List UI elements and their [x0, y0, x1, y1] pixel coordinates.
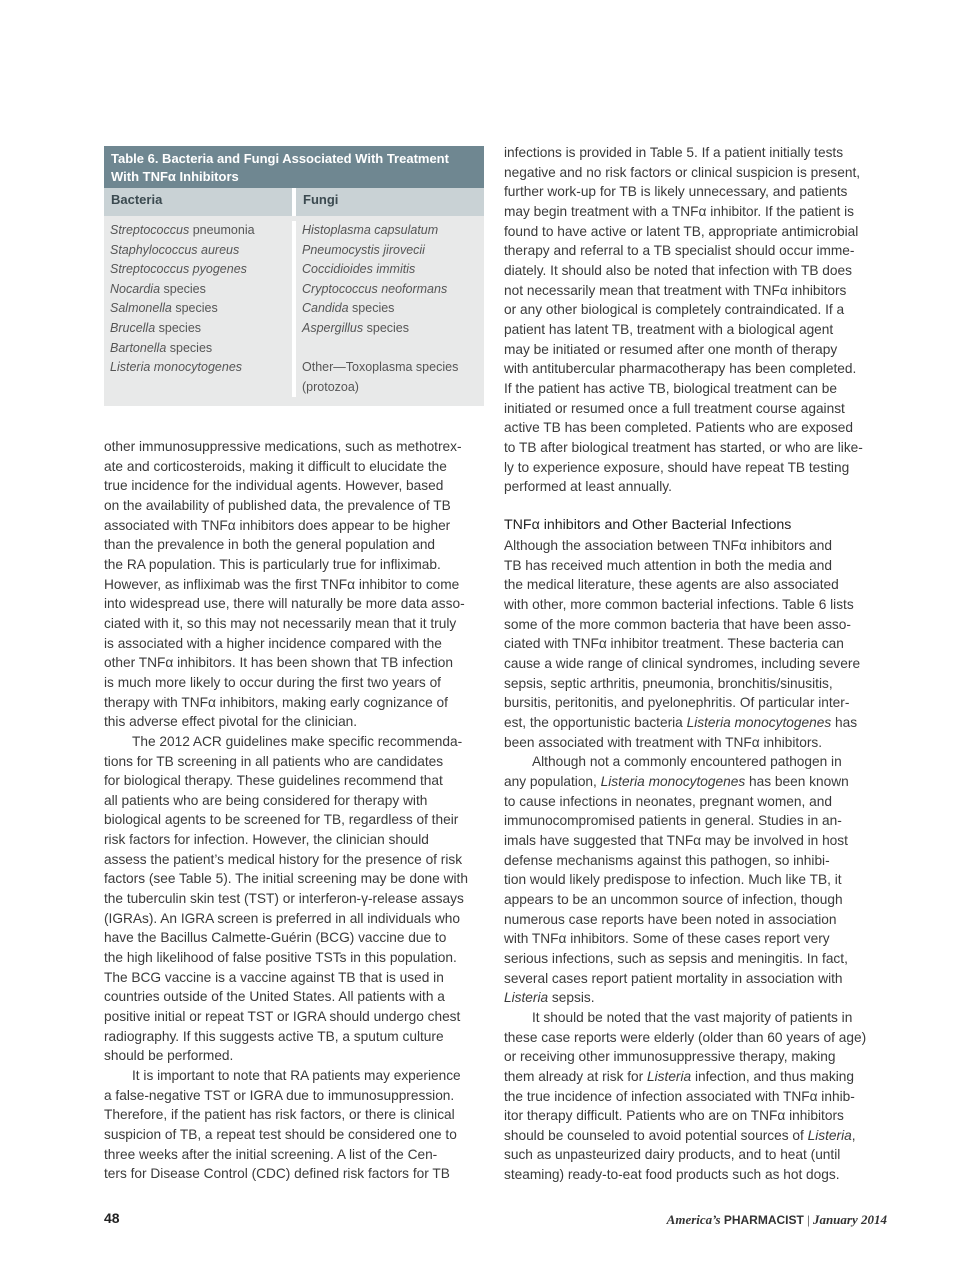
text-line: ate and corticosteroids, making it difficult to elucidate the — [104, 458, 447, 474]
text-line: It should be noted that the vast majority of patients in — [532, 1009, 853, 1025]
text-line: ly to experience exposure, should have repeat TB testing — [504, 459, 850, 475]
table-header-row — [104, 188, 484, 216]
text-line: all patients who are being considered for therapy with — [104, 792, 428, 808]
text-line: several cases report patient mortality in association with — [504, 970, 843, 986]
text-line: other TNFα inhibitors. It has been shown that TB infection — [104, 655, 454, 671]
fungi-row — [302, 221, 484, 241]
bacteria-row-italic: Brucella — [110, 320, 156, 335]
text-line: found to have active or latent TB, appropriate antimicrobial — [504, 223, 859, 239]
text-line: Although not a commonly encountered pathogen in — [532, 754, 842, 770]
bacteria-row — [110, 241, 292, 261]
fungi-row-italic: Histoplasma capsulatum — [302, 223, 439, 237]
fungi-row-italic: Aspergillus — [302, 320, 364, 335]
bacteria-header: Bacteria — [104, 188, 296, 216]
text-line: steaming) ready-to-eat food products such as hot dogs. — [504, 1167, 840, 1183]
text-line: the tuberculin skin test (TST) or interferon-γ-release assays — [104, 891, 464, 907]
text-line: to TB after biological treatment has started, or who are like- — [504, 439, 863, 455]
text-line: further work-up for TB is likely unnecessary, and patients — [504, 184, 848, 200]
fungi-row-italic: Candida — [302, 301, 349, 316]
fungi-column — [296, 221, 484, 397]
text-line: It is important to note that RA patients may experience — [132, 1068, 461, 1083]
text-line: patient has latent TB, treatment with a biological agent — [504, 321, 834, 337]
text-line: itor therapy difficult. Patients who are on TNFα inhibitors — [504, 1108, 844, 1124]
fungi-row-italic: Pneumocystis jirovecii — [302, 242, 425, 257]
text-line: other immunosuppressive medications, such as methotrex- — [104, 439, 462, 454]
bacteria-row-italic: Nocardia — [110, 281, 161, 296]
text-line: infections is provided in Table 5. If a patient initially tests — [504, 145, 844, 160]
text-line: initiated or resumed once a full treatment course against — [504, 400, 845, 416]
bacteria-row: Nocardia species — [110, 281, 206, 296]
magazine-name: America’s — [666, 1212, 721, 1227]
text-line: radiography. If this suggests active TB, a sputum culture — [104, 1028, 444, 1044]
bacteria-row-italic: Salmonella — [110, 301, 172, 316]
text-line: associated with TNFα inhibitors does appear to be higher — [104, 517, 451, 533]
text-line: The 2012 ACR guidelines make specific recommenda- — [132, 733, 463, 749]
text-line: with other, more common bacterial infections. Table 6 lists — [504, 597, 854, 613]
italic-species: Listeria — [807, 1127, 852, 1143]
fungi-row — [302, 280, 484, 300]
text-line: bursitis, peritonitis, and pyelonephritis. Of particular inter- — [504, 695, 850, 711]
text-line: may begin treatment with a TNFα inhibitor. If the patient is — [504, 203, 855, 219]
text-line: If the patient has active TB, biological treatment can be — [504, 380, 838, 396]
text-line: therapy and referral to a TB specialist should occur imme- — [504, 243, 855, 259]
text-line: is associated with a higher incidence compared with the — [104, 635, 442, 651]
text-line: assess the patient’s medical history for the presence of risk — [104, 851, 463, 867]
text-line: imals have suggested that TNFα may be involved in host — [504, 832, 848, 848]
text-line: tions for TB screening in all patients who are candidates — [104, 753, 444, 769]
text-line: Although the association between TNFα inhibitors and — [504, 538, 832, 554]
italic-species: Listeria — [647, 1068, 692, 1084]
bacteria-row — [110, 260, 292, 280]
text-line: defense mechanisms against this pathogen, so inhibi- — [504, 852, 830, 868]
text-line: Therefore, if the patient has risk factors, or there is clinical — [104, 1107, 455, 1123]
text-line: true incidence for the individual agents. However, based — [104, 478, 444, 494]
section-heading: TNFα inhibitors and Other Bacterial Infections — [504, 517, 792, 534]
text-line: appears to be an uncommon source of infection, though — [504, 891, 843, 907]
text-line: the RA population. This is particularly true for infliximab. — [104, 556, 441, 572]
other-row-2: (protozoa) — [302, 379, 359, 394]
bacteria-row-italic: Listeria monocytogenes — [110, 360, 243, 375]
text-line: (IGRAs). An IGRA screen is preferred in all individuals who — [104, 910, 461, 926]
text-line: into widespread use, there will naturally be more data asso- — [104, 596, 465, 612]
text-line: suspicion of TB, a repeat test should be considered one to — [104, 1126, 457, 1142]
text-line: immunocompromised patients in general. Studies in an- — [504, 813, 842, 829]
right-text-column — [504, 143, 889, 1185]
text-line: the medical literature, these agents are also associated — [504, 577, 839, 593]
fungi-row-italic: Cryptococcus neoformans — [302, 281, 448, 296]
text-line: some of the more common bacteria that have been asso- — [504, 616, 851, 632]
text-line: such as unpasteurized dairy products, and to heat (until — [504, 1147, 841, 1163]
text-line: them already at risk for Listeria infection, and thus making — [504, 1068, 854, 1084]
text-line: therapy with TNFα inhibitors, making early cognizance of — [104, 694, 448, 710]
text-line: ciated with TNFα inhibitor treatment. These bacteria can — [504, 636, 844, 652]
text-line: countries outside of the United States. All patients with a — [104, 989, 445, 1005]
text-line: with antitubercular pharmacotherapy has been completed. — [504, 361, 857, 377]
text-line: not necessarily mean that treatment with TNFα inhibitors — [504, 282, 847, 298]
running-footer — [667, 1212, 887, 1228]
bacteria-row-italic: Streptococcus pyogenes — [110, 262, 247, 277]
text-line: performed at least annually. — [504, 479, 672, 495]
footer-separator: | — [807, 1212, 810, 1227]
spacer — [302, 339, 484, 359]
issue-date: January 2014 — [812, 1212, 887, 1227]
fungi-row: Candida species — [302, 301, 395, 316]
bacteria-row-italic: Staphylococcus aureus — [110, 242, 240, 257]
text-line: biological agents to be screened for TB, regardless of their — [104, 812, 459, 828]
text-line: ciated with it, so this may not necessarily mean that it truly — [104, 615, 457, 631]
fungi-row — [302, 241, 484, 261]
text-line: may be initiated or resumed after one month of therapy — [504, 341, 838, 357]
text-line: serious infections, such as sepsis and meningitis. In fact, — [504, 950, 848, 966]
text-line: is much more likely to occur during the first two years of — [104, 674, 441, 690]
text-line: for biological therapy. These guidelines recommend that — [104, 773, 443, 789]
table-title — [104, 146, 484, 188]
fungi-row — [302, 260, 484, 280]
bacteria-row-italic: Streptococcus — [110, 223, 190, 237]
text-line: Listeria sepsis. — [504, 990, 595, 1006]
text-line: the high likelihood of false positive TSTs in this population. — [104, 950, 457, 966]
bacteria-row: Streptococcus pneumonia — [110, 223, 255, 237]
text-line: The BCG vaccine is a vaccine against TB that is used in — [104, 969, 444, 985]
table-title-line-2: With TNFα Inhibitors — [111, 169, 239, 184]
italic-species: Listeria monocytogenes — [686, 715, 832, 731]
text-line: the true incidence of infection associated with TNFα inhib- — [504, 1088, 855, 1104]
text-line: to cause infections in neonates, pregnant women, and — [504, 793, 832, 809]
magazine-name-bold: PHARMACIST — [723, 1213, 804, 1227]
text-line: on the availability of published data, the prevalence of TB — [104, 497, 451, 513]
text-line: should be performed. — [104, 1048, 234, 1064]
table-6 — [104, 146, 484, 406]
text-line — [504, 497, 889, 517]
text-line: three weeks after the initial screening. A list of the Cen- — [104, 1146, 438, 1162]
text-line: positive initial or repeat TST or IGRA should undergo chest — [104, 1009, 461, 1025]
bacteria-column — [104, 221, 296, 397]
text-line: with TNFα inhibitors. Some of these cases report very — [504, 931, 830, 947]
text-line: cause a wide range of clinical syndromes, including severe — [504, 656, 861, 672]
table-body — [104, 216, 484, 406]
left-text-column — [104, 437, 488, 1184]
text-line: a false-negative TST or IGRA due to immunosuppression. — [104, 1087, 455, 1103]
text-line: numerous case reports have been noted in association — [504, 911, 837, 927]
text-line: est, the opportunistic bacteria Listeria monocytogenes has — [504, 715, 858, 731]
text-line: any population, Listeria monocytogenes has been known — [504, 774, 849, 789]
fungi-row-italic: Coccidioides immitis — [302, 262, 416, 277]
text-line: should be counseled to avoid potential sources of Listeria, — [504, 1127, 856, 1143]
bacteria-row: Bartonella species — [110, 340, 213, 355]
text-line: tion would likely predispose to infection. Much like TB, it — [504, 872, 842, 888]
bacteria-row-italic: Bartonella — [110, 340, 167, 355]
text-line: sepsis, septic arthritis, pneumonia, bronchitis/sinusitis, — [504, 675, 833, 691]
text-line: ters for Disease Control (CDC) defined risk factors for TB — [104, 1166, 450, 1182]
italic-species: Listeria — [504, 990, 549, 1006]
fungi-header: Fungi — [303, 192, 339, 207]
text-line: or any other biological is completely contraindicated. If a — [504, 302, 845, 318]
page-number: 48 — [104, 1210, 120, 1226]
bacteria-row: Salmonella species — [110, 301, 218, 316]
text-line: However, as infliximab was the first TNFα inhibitor to come — [104, 576, 460, 592]
table-title-line-1: Table 6. Bacteria and Fungi Associated With Treatment — [111, 151, 449, 166]
bacteria-row — [110, 358, 292, 378]
bacteria-row: Brucella species — [110, 320, 202, 335]
text-line: negative and no risk factors or clinical suspicion is present, — [504, 164, 861, 180]
fungi-row: Aspergillus species — [302, 320, 409, 335]
fungi-list — [302, 221, 484, 339]
text-line: this adverse effect pivotal for the clinician. — [104, 714, 358, 730]
italic-species: Listeria monocytogenes — [600, 774, 746, 789]
text-line: diately. It should also be noted that infection with TB does — [504, 262, 852, 278]
text-line: factors (see Table 5). The initial screening may be done with — [104, 871, 468, 887]
text-line: than the prevalence in both the general population and — [104, 537, 436, 553]
text-line: active TB has been completed. Patients who are exposed — [504, 420, 853, 436]
other-row-1: Other—Toxoplasma species — [302, 360, 459, 375]
text-line: risk factors for infection. However, the clinician should — [104, 832, 429, 848]
text-line: have the Bacillus Calmette-Guérin (BCG) vaccine due to — [104, 930, 447, 946]
text-line: been associated with treatment with TNFα inhibitors. — [504, 734, 823, 750]
text-line: these case reports were elderly (older than 60 years of age) — [504, 1029, 867, 1045]
text-line: or receiving other immunosuppressive therapy, making — [504, 1049, 836, 1065]
text-line: TB has received much attention in both the media and — [504, 557, 832, 573]
